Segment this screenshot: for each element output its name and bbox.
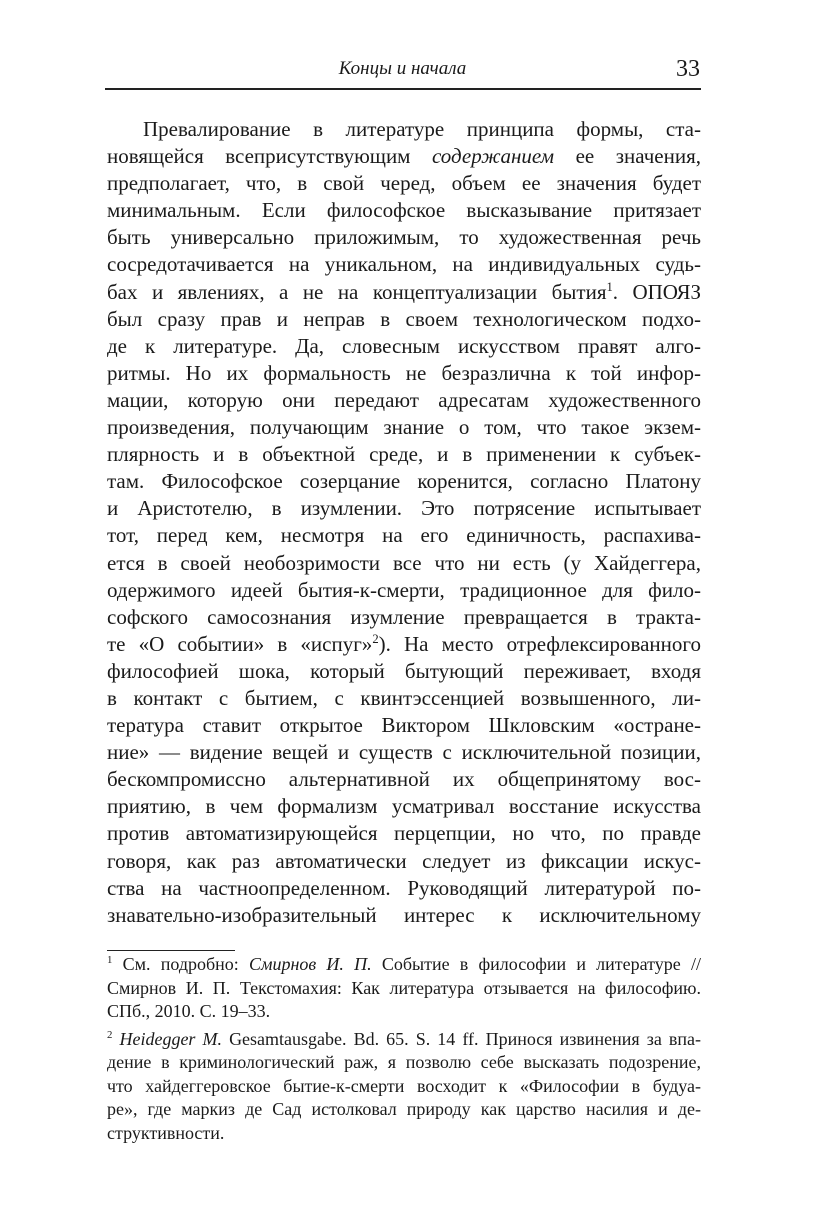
text-line [107, 197, 701, 224]
text-run: тот, перед кем, несмотря на его единичность, распахива- [107, 523, 701, 548]
page-number: 33 [676, 56, 700, 82]
footnote-line [107, 1028, 701, 1052]
text-line [107, 333, 701, 360]
text-line [107, 360, 701, 387]
footnote-line [107, 1098, 701, 1122]
footnote-marker: 2 [107, 1028, 113, 1041]
footnote-marker: 1 [107, 954, 113, 966]
text-line [107, 658, 701, 685]
text-run: ритмы. Но их формальность не безразлична к той инфор- [107, 360, 701, 385]
text-line [107, 739, 701, 766]
text-run: там. Философское созерцание коренится, согласно Платону [107, 469, 701, 494]
text-run: Превалирование в литературе принципа формы, ста- [143, 117, 701, 141]
footnote-marker: 2 [372, 631, 379, 646]
text-line [107, 495, 701, 522]
text-line [107, 143, 701, 170]
text-run: софского самосознания изумление превращается в тракта- [107, 604, 701, 629]
text-run: См. подробно: [112, 954, 249, 974]
text-line [107, 766, 701, 793]
text-run: плярность и в объектной среде, и в применении к субъек- [107, 442, 701, 467]
text-run: знавательно-изобразительный интерес к исключительному [107, 902, 701, 927]
text-run: . ОПОЯЗ [612, 279, 701, 304]
text-line [107, 577, 701, 604]
text-line [107, 604, 701, 631]
text-run: в контакт с бытием, с квинтэссенцией возвышенного, ли- [107, 685, 701, 710]
text-run: ). На место отрефлексированного [378, 631, 701, 656]
text-run: против автоматизирующейся перцепции, но что, по правде [107, 821, 701, 846]
text-run: ства на частноопределенном. Руководящий литературой по- [107, 875, 701, 900]
text-run: Смирнов И. П. Текстомахия: Как литература отзывается на философию. [107, 977, 701, 998]
text-line [107, 170, 701, 197]
text-line [107, 224, 701, 251]
text-run: минимальным. Если философское высказывание притязает [107, 198, 701, 223]
footnote-rule [107, 950, 235, 951]
text-run: де к литературе. Да, словесным искусством правят алго- [107, 333, 701, 358]
text-run: мации, которую они передают адресатам художественного [107, 387, 701, 412]
text-line [107, 468, 701, 495]
text-line [107, 875, 701, 902]
text-run: те «О событии» в «испуг» [107, 631, 373, 656]
footnote-line [107, 1122, 701, 1146]
text-line [107, 279, 701, 306]
running-title: Концы и начала [338, 58, 467, 79]
italic-text: Смирнов И. П. [248, 954, 372, 974]
text-line [107, 116, 701, 143]
text-run: ние» — видение вещей и существ с исключительной позиции, [107, 740, 701, 765]
text-line [107, 820, 701, 847]
text-line [107, 793, 701, 820]
header-rule [105, 88, 701, 90]
text-run: дение в криминологический раж, я позволю себе высказать подозрение, [107, 1052, 701, 1072]
text-run: говоря, как раз автоматически следует из фиксации искус- [107, 848, 701, 873]
text-run: новящейся всеприсутствующим [107, 144, 432, 169]
text-run: философией шока, который бытующий переживает, входя [107, 658, 701, 683]
text-run: тература ставит открытое Виктором Шкловским «остране- [107, 713, 701, 738]
footnote-line [107, 1075, 701, 1099]
text-run: быть универсально приложимым, то художественная речь [107, 225, 701, 250]
text-run: и Аристотелю, в изумлении. Это потрясение испытывает [107, 496, 701, 521]
text-line [107, 414, 701, 441]
text-line [107, 685, 701, 712]
text-run: предполагает, что, в свой черед, объем ее значения будет [107, 171, 701, 196]
body-text [107, 116, 701, 929]
italic-text: содержанием [431, 144, 555, 169]
text-run: ее значения, [554, 144, 701, 169]
text-run: структивности. [107, 1122, 225, 1143]
text-line [107, 251, 701, 278]
footnote-marker: 1 [606, 279, 613, 294]
footnote-line [107, 1000, 701, 1024]
text-line [107, 306, 701, 333]
text-run: Gesamtausgabe. Bd. 65. S. 14 ff. Принося извинения за впа- [222, 1028, 701, 1049]
text-run: приятию, в чем формализм усматривал восстание искусства [107, 794, 701, 819]
text-line [107, 712, 701, 739]
text-run: произведения, получающим знание о том, что такое экзем- [107, 415, 701, 440]
text-run: бескомпромиссно альтернативной их общепринятому вос- [107, 767, 701, 792]
text-run: СПб., 2010. С. 19–33. [107, 1001, 271, 1021]
text-line [107, 387, 701, 414]
text-run: сосредотачивается на уникальном, на индивидуальных судь- [107, 252, 701, 277]
footnote-line [107, 1051, 701, 1075]
text-line [107, 550, 701, 577]
footnotes [107, 953, 701, 1145]
text-run: ре», где маркиз де Сад истолковал природу как царство насилия и де- [107, 1099, 701, 1119]
footnote-line [107, 977, 701, 1001]
text-run: ется в своей необозримости все что ни есть (у Хайдеггера, [107, 550, 701, 575]
text-run: бах и явлениях, а не на концептуализации бытия [107, 279, 607, 304]
text-run: Событие в философии и литературе // [371, 954, 702, 974]
text-run: был сразу прав и неправ в своем технологическом подхо- [107, 306, 701, 331]
text-line [107, 631, 701, 658]
text-line [107, 848, 701, 875]
text-line [107, 902, 701, 929]
text-run: одержимого идеей бытия-к-смерти, традиционное для фило- [107, 577, 701, 602]
italic-text: Heidegger M. [119, 1028, 222, 1049]
text-run: что хайдеггеровское бытие-к-смерти восходит к «Философии в будуа- [107, 1075, 701, 1096]
text-line [107, 441, 701, 468]
footnote-line [107, 953, 701, 977]
text-line [107, 522, 701, 549]
